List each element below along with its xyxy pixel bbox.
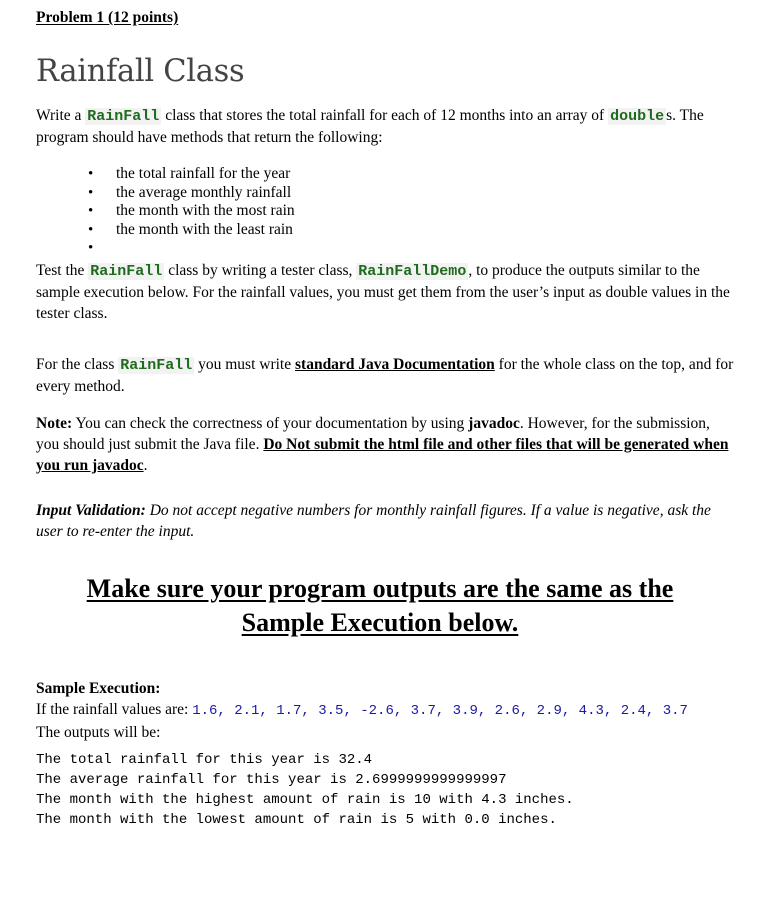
class-name-code: RainFall (87, 108, 160, 125)
note-text-2: . However, for the submission, you should just submit the Java file. (36, 415, 710, 453)
validation-text: Do not accept negative numbers for monthly rainfall figures. If a value is negative, ask the user to re-enter the input. (36, 502, 711, 540)
tester-text-2: class by writing a tester class, (164, 262, 357, 279)
tester-class-code: RainFallDemo (358, 263, 467, 280)
note-text-3: . (143, 457, 148, 474)
list-item: • the average monthly rainfall (88, 184, 295, 203)
outputs-label: The outputs will be: (36, 724, 161, 741)
problem-heading: Problem 1 (12 points) (36, 9, 179, 26)
outputs-heading (36, 572, 724, 640)
tester-text-3: , to produce the outputs similar to the sample execution below. For the rainfall values, you must get them from the user’s input as double values in the tester class. (36, 262, 730, 322)
outputs-heading-line-1: Make sure your program outputs are the same as the (86, 574, 674, 603)
values-prefix: If the rainfall values are: (36, 701, 193, 718)
list-item: • the total rainfall for the year (88, 165, 295, 184)
note-label: Note: (36, 415, 73, 432)
intro-paragraph (36, 105, 736, 148)
note-paragraph (36, 413, 736, 476)
list-item (88, 239, 295, 258)
validation-label: Input Validation: (36, 502, 146, 519)
list-item: • the month with the least rain (88, 221, 295, 240)
class-name-code: RainFall (120, 357, 193, 374)
intro-text-2: class that stores the total rainfall for each of 12 months into an array of (161, 107, 609, 124)
list-item: • the month with the most rain (88, 202, 295, 221)
sample-execution-section (36, 678, 736, 743)
submission-warning: Do Not submit the html file and other files that will be generated when you run javadoc (36, 436, 729, 474)
tester-paragraph (36, 260, 736, 324)
sample-execution-label: Sample Execution: (36, 680, 161, 697)
intro-text-3: s. The program should have methods that return the following: (36, 107, 704, 146)
rainfall-values: 1.6, 2.1, 1.7, 3.5, -2.6, 3.7, 3.9, 2.6, 2.9, 4.3, 2.4, 3.7 (192, 703, 688, 719)
page-title: Rainfall Class (36, 54, 245, 89)
note-text-1: You can check the correctness of your documentation by using (72, 415, 469, 432)
javadoc-term: javadoc (468, 415, 520, 432)
output-line: The total rainfall for this year is 32.4 (36, 752, 373, 768)
output-line: The month with the lowest amount of rain is 5 with 0.0 inches. (36, 812, 557, 828)
java-documentation-emphasis: standard Java Documentation (295, 356, 495, 373)
doc-text-1: For the class (36, 356, 119, 373)
intro-text-1: Write a (36, 107, 86, 124)
double-type-code: double (610, 108, 665, 125)
class-name-code: RainFall (90, 263, 163, 280)
tester-text-1: Test the (36, 262, 89, 279)
input-validation-paragraph (36, 500, 736, 542)
doc-text-3: for the whole class on the top, and for every method. (36, 356, 734, 395)
doc-text-2: you must write (194, 356, 295, 373)
output-line: The month with the highest amount of rain is 10 with 4.3 inches. (36, 792, 574, 808)
requirements-list (88, 165, 295, 258)
output-line: The average rainfall for this year is 2.6999999999999997 (36, 772, 507, 788)
outputs-heading-line-2: Sample Execution below. (241, 608, 519, 637)
documentation-paragraph (36, 354, 736, 397)
